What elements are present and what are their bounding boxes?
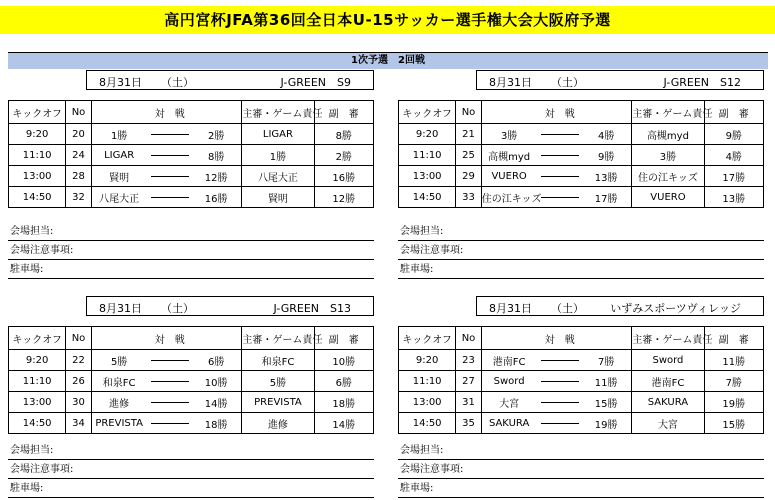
sub-referee: 13勝 xyxy=(704,187,763,208)
schedule-table xyxy=(398,326,764,434)
vs-line xyxy=(149,145,191,166)
kickoff-header: キックオフ xyxy=(9,101,66,124)
match-no: 29 xyxy=(456,166,481,187)
table-header-row xyxy=(399,101,764,124)
sub-referee: 16勝 xyxy=(314,166,373,187)
host-team: 住の江キッズ xyxy=(632,166,704,187)
match-no: 35 xyxy=(456,413,481,434)
venue-notes xyxy=(398,222,764,279)
no-header: No xyxy=(66,101,91,124)
home-team: VUERO xyxy=(481,166,538,187)
away-team: 19勝 xyxy=(581,413,632,434)
table-row xyxy=(399,371,764,392)
host-team: SAKURA xyxy=(632,392,704,413)
table-row xyxy=(9,187,374,208)
venue-owner-label: 会場担当: xyxy=(8,441,374,460)
match-header: 対 戦 xyxy=(149,327,191,350)
home-team: 高槻myd xyxy=(481,145,538,166)
venue-notes-label: 会場注意事項: xyxy=(398,241,764,260)
sub-referee: 17勝 xyxy=(704,166,763,187)
kickoff-time: 11:10 xyxy=(399,371,456,392)
home-team: 1勝 xyxy=(91,124,148,145)
sub-referee: 14勝 xyxy=(314,413,373,434)
venue-owner-label: 会場担当: xyxy=(398,222,764,241)
venue-header xyxy=(476,70,764,90)
match-no: 33 xyxy=(456,187,481,208)
away-team: 11勝 xyxy=(581,371,632,392)
match-no: 20 xyxy=(66,124,91,145)
table-row xyxy=(9,145,374,166)
host-header: 主審・ゲーム責任 xyxy=(242,327,314,350)
match-weekday: （土） xyxy=(551,302,584,315)
match-no: 22 xyxy=(66,350,91,371)
venue-header xyxy=(476,296,764,316)
away-team: 2勝 xyxy=(191,124,242,145)
host-team: PREVISTA xyxy=(242,392,314,413)
home-team: 和泉FC xyxy=(91,371,148,392)
vs-line xyxy=(539,145,581,166)
kickoff-time: 13:00 xyxy=(399,166,456,187)
match-weekday: （土） xyxy=(161,302,194,315)
match-header: 対 戦 xyxy=(149,101,191,124)
parking-label: 駐車場: xyxy=(8,260,374,279)
kickoff-time: 11:10 xyxy=(9,145,66,166)
kickoff-time: 11:10 xyxy=(399,145,456,166)
match-weekday: （土） xyxy=(161,76,194,89)
match-date: 8月31日 xyxy=(489,76,532,89)
match-no: 25 xyxy=(456,145,481,166)
match-date: 8月31日 xyxy=(99,76,142,89)
away-team: 8勝 xyxy=(191,145,242,166)
kickoff-header: キックオフ xyxy=(399,101,456,124)
vs-line xyxy=(539,166,581,187)
match-no: 24 xyxy=(66,145,91,166)
sub-referee: 15勝 xyxy=(704,413,763,434)
home-team: 進修 xyxy=(91,392,148,413)
venue-owner-label: 会場担当: xyxy=(8,222,374,241)
away-team: 13勝 xyxy=(581,166,632,187)
table-header-row xyxy=(399,327,764,350)
away-team: 12勝 xyxy=(191,166,242,187)
sub-header: 副 審 xyxy=(314,101,373,124)
table-row xyxy=(399,166,764,187)
vs-line xyxy=(539,124,581,145)
kickoff-header: キックオフ xyxy=(9,327,66,350)
round-banner: 1次予選 2回戦 xyxy=(8,52,768,69)
parking-label: 駐車場: xyxy=(8,479,374,498)
table-row xyxy=(399,413,764,434)
no-header: No xyxy=(456,327,481,350)
home-team: 5勝 xyxy=(91,350,148,371)
host-team: 進修 xyxy=(242,413,314,434)
vs-line xyxy=(539,392,581,413)
host-team: 賢明 xyxy=(242,187,314,208)
table-row xyxy=(9,413,374,434)
sub-referee: 4勝 xyxy=(704,145,763,166)
vs-line xyxy=(149,350,191,371)
sub-referee: 11勝 xyxy=(704,350,763,371)
kickoff-time: 14:50 xyxy=(399,187,456,208)
venue-name: いずみスポーツヴィレッジ xyxy=(610,302,741,315)
page-title: 高円宮杯JFA第36回全日本U-15サッカー選手権大会大阪府予選 xyxy=(0,6,775,34)
vs-line xyxy=(539,187,581,208)
sub-referee: 2勝 xyxy=(314,145,373,166)
home-team: Sword xyxy=(481,371,538,392)
sub-referee: 18勝 xyxy=(314,392,373,413)
host-team: 3勝 xyxy=(632,145,704,166)
sub-header: 副 審 xyxy=(314,327,373,350)
away-team: 4勝 xyxy=(581,124,632,145)
kickoff-time: 14:50 xyxy=(9,187,66,208)
home-team: 賢明 xyxy=(91,166,148,187)
table-row xyxy=(399,187,764,208)
sub-referee: 10勝 xyxy=(314,350,373,371)
venue-notes-label: 会場注意事項: xyxy=(8,241,374,260)
match-date: 8月31日 xyxy=(99,302,142,315)
table-header-row xyxy=(9,327,374,350)
match-no: 28 xyxy=(66,166,91,187)
host-team: Sword xyxy=(632,350,704,371)
home-team: PREVISTA xyxy=(91,413,148,434)
away-team: 14勝 xyxy=(191,392,242,413)
parking-label: 駐車場: xyxy=(398,479,764,498)
table-row xyxy=(9,124,374,145)
away-team: 17勝 xyxy=(581,187,632,208)
vs-line xyxy=(539,371,581,392)
sub-referee: 7勝 xyxy=(704,371,763,392)
match-header: 対 戦 xyxy=(539,327,581,350)
sub-header: 副 審 xyxy=(704,101,763,124)
parking-label: 駐車場: xyxy=(398,260,764,279)
match-no: 21 xyxy=(456,124,481,145)
sub-header: 副 審 xyxy=(704,327,763,350)
away-team: 15勝 xyxy=(581,392,632,413)
home-team: 大宮 xyxy=(481,392,538,413)
match-no: 26 xyxy=(66,371,91,392)
venue-notes xyxy=(8,441,374,498)
sub-referee: 8勝 xyxy=(314,124,373,145)
table-row xyxy=(9,166,374,187)
host-team: 八尾大正 xyxy=(242,166,314,187)
match-date: 8月31日 xyxy=(489,302,532,315)
venue-notes xyxy=(8,222,374,279)
schedule-table xyxy=(8,100,374,208)
match-no: 31 xyxy=(456,392,481,413)
table-row xyxy=(9,392,374,413)
match-no: 30 xyxy=(66,392,91,413)
table-header-row xyxy=(9,101,374,124)
home-team: 港南FC xyxy=(481,350,538,371)
host-team: 1勝 xyxy=(242,145,314,166)
table-row xyxy=(399,392,764,413)
vs-line xyxy=(539,350,581,371)
sub-referee: 12勝 xyxy=(314,187,373,208)
kickoff-time: 13:00 xyxy=(9,392,66,413)
match-no: 34 xyxy=(66,413,91,434)
host-team: 高槻myd xyxy=(632,124,704,145)
vs-line xyxy=(149,124,191,145)
no-header: No xyxy=(456,101,481,124)
venue-name: J-GREEN S13 xyxy=(273,302,351,315)
schedule-table xyxy=(398,100,764,208)
sub-referee: 19勝 xyxy=(704,392,763,413)
match-weekday: （土） xyxy=(551,76,584,89)
host-header: 主審・ゲーム責任 xyxy=(632,101,704,124)
venue-name: J-GREEN S12 xyxy=(663,76,741,89)
host-header: 主審・ゲーム責任 xyxy=(242,101,314,124)
away-team: 18勝 xyxy=(191,413,242,434)
venue-notes-label: 会場注意事項: xyxy=(8,460,374,479)
table-row xyxy=(9,350,374,371)
host-team: VUERO xyxy=(632,187,704,208)
away-team: 9勝 xyxy=(581,145,632,166)
away-team: 7勝 xyxy=(581,350,632,371)
home-team: 住の江キッズ xyxy=(481,187,538,208)
match-no: 27 xyxy=(456,371,481,392)
table-row xyxy=(399,124,764,145)
away-team: 10勝 xyxy=(191,371,242,392)
venue-name: J-GREEN S9 xyxy=(280,76,351,89)
match-no: 32 xyxy=(66,187,91,208)
host-team: 和泉FC xyxy=(242,350,314,371)
kickoff-time: 14:50 xyxy=(399,413,456,434)
vs-line xyxy=(149,166,191,187)
match-header: 対 戦 xyxy=(539,101,581,124)
host-team: 5勝 xyxy=(242,371,314,392)
venue-header xyxy=(86,70,374,90)
kickoff-time: 9:20 xyxy=(9,350,66,371)
kickoff-header: キックオフ xyxy=(399,327,456,350)
sub-referee: 9勝 xyxy=(704,124,763,145)
kickoff-time: 9:20 xyxy=(399,124,456,145)
kickoff-time: 9:20 xyxy=(9,124,66,145)
host-team: 港南FC xyxy=(632,371,704,392)
table-row xyxy=(399,145,764,166)
no-header: No xyxy=(66,327,91,350)
table-row xyxy=(9,371,374,392)
home-team: LIGAR xyxy=(91,145,148,166)
kickoff-time: 9:20 xyxy=(399,350,456,371)
away-team: 6勝 xyxy=(191,350,242,371)
venue-header xyxy=(86,296,374,316)
vs-line xyxy=(149,187,191,208)
table-row xyxy=(399,350,764,371)
venue-owner-label: 会場担当: xyxy=(398,441,764,460)
match-no: 23 xyxy=(456,350,481,371)
host-team: 大宮 xyxy=(632,413,704,434)
schedule-table xyxy=(8,326,374,434)
venue-notes-label: 会場注意事項: xyxy=(398,460,764,479)
vs-line xyxy=(149,413,191,434)
home-team: 3勝 xyxy=(481,124,538,145)
kickoff-time: 13:00 xyxy=(399,392,456,413)
host-header: 主審・ゲーム責任 xyxy=(632,327,704,350)
vs-line xyxy=(149,371,191,392)
away-team: 16勝 xyxy=(191,187,242,208)
home-team: SAKURA xyxy=(481,413,538,434)
sub-referee: 6勝 xyxy=(314,371,373,392)
vs-line xyxy=(539,413,581,434)
kickoff-time: 13:00 xyxy=(9,166,66,187)
vs-line xyxy=(149,392,191,413)
venue-notes xyxy=(398,441,764,498)
host-team: LIGAR xyxy=(242,124,314,145)
kickoff-time: 14:50 xyxy=(9,413,66,434)
home-team: 八尾大正 xyxy=(91,187,148,208)
kickoff-time: 11:10 xyxy=(9,371,66,392)
